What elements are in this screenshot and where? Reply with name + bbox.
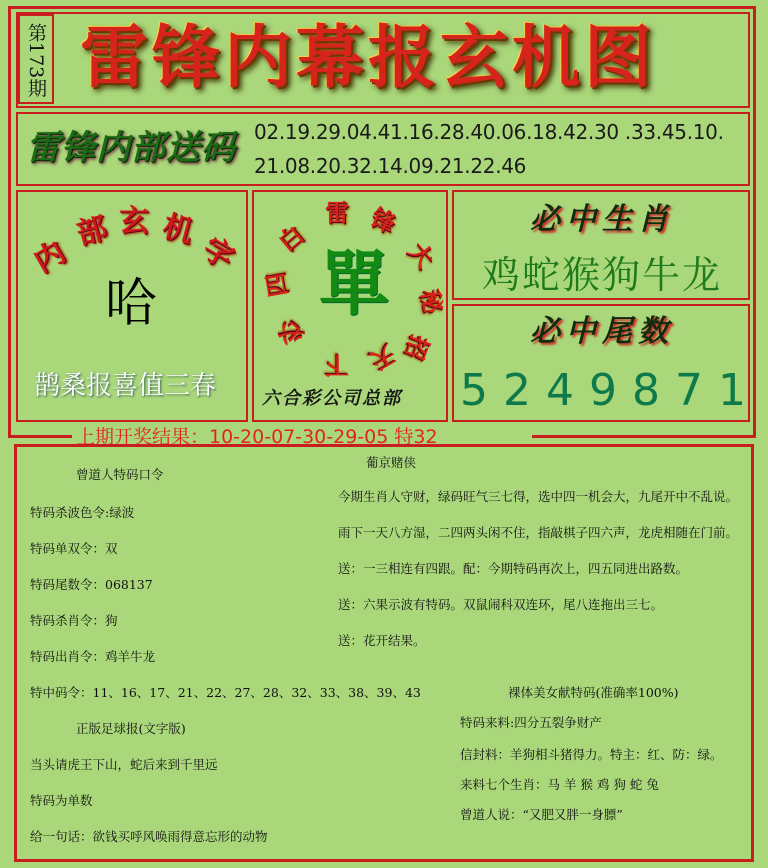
right-line-2: 雨下一天八方湿，二四两头闲不住，指敲棋子四六声，龙虎相随在门前。 [338,525,739,540]
numbers-label: 雷锋内部送码 [26,128,236,168]
tails-title: 必中尾数 [530,314,674,349]
beauty-heading: 裸体美女献特码(准确率100%) [508,685,679,700]
left-line-2: 特码单双令：双 [30,541,118,556]
center-character: 單 [319,242,389,325]
ring-char-10: 四 [260,270,293,300]
beauty-line-1: 特码来料:四分五裂争财产 [460,715,602,730]
ring-char-8: 下 [325,351,349,380]
ring-char-7: 天 [365,338,401,376]
zodiac-title: 必中生肖 [530,202,674,237]
football-line-1: 当头请虎王下山，蛇后来到千里远 [30,757,218,772]
left-line-5: 特码出肖令：鸡羊牛龙 [30,649,156,664]
numbers-line-2: 21.08.20.32.14.09.21.22.46 [254,154,527,178]
left-line-1: 特码杀波色令:绿波 [30,505,135,520]
right-line-1: 今期生肖人守财，绿码旺气三七得，选中四一机会大，九尾开中不乱说。 [338,489,739,504]
ring-char-3: 锋 [366,202,401,239]
inner-clue-character: 哈 [104,274,157,334]
right-line-3: 送：一三相连有四跟。配：今期特码再次上，四五同进出路数。 [338,561,689,576]
ring-char-4: 大 [402,236,441,274]
inner-clue-arc-3: 玄 [119,204,149,239]
left-line-3: 特码尾数令：068137 [30,577,153,592]
right-line-5: 送：花开结果。 [338,633,426,648]
left-line-4: 特码杀肖令：狗 [30,613,118,628]
football-line-2: 特码为单数 [30,793,93,808]
football-heading: 正版足球报(文字版) [76,721,186,736]
last-result: 上期开奖结果：10-20-07-30-29-05 特32 [72,424,532,450]
ring-char-2: 雷 [325,198,349,227]
beauty-line-4: 曾道人说：“又肥又胖一身膘” [460,807,623,822]
inner-clue-phrase: 鹊桑报喜值三春 [34,371,217,401]
left-heading: 曾道人特码口令 [76,467,164,482]
zodiac-values: 鸡蛇猴狗牛龙 [481,253,722,297]
inner-clue-arc-1: 内 [28,234,72,281]
inner-clue-arc-2: 部 [72,210,111,253]
football-line-3: 给一句话：欲钱买呼风唤雨得意忘形的动物 [30,829,268,844]
page-title: 雷锋内幕报玄机图 [80,18,657,98]
ring-char-9: 必 [272,314,310,353]
ring-char-5: 秘 [415,286,448,316]
right-heading: 葡京赌侠 [366,455,417,470]
numbers-line-1: 02.19.29.04.41.16.28.40.06.18.42.30 .33.45.10. [254,120,724,144]
beauty-line-3: 来料七个生肖：马 羊 猴 鸡 狗 蛇 兔 [460,777,659,792]
organization-name: 六合彩公司总部 [262,388,402,409]
inner-clue-arc-5: 字 [196,230,240,277]
right-line-4: 送：六果示波有特码。双鼠闹科双连环，尾八连拖出三七。 [338,597,664,612]
tails-values: 5249871 [460,365,761,416]
ring-char-1: 白 [272,219,310,258]
left-line-6: 特中码令：11、16、17、21、22、27、28、32、33、38、39、43 [30,685,421,700]
issue-number: 第173期 [18,14,54,104]
inner-clue-arc-4: 机 [159,208,198,251]
ring-char-6: 招 [399,330,436,364]
beauty-line-2: 信封料：羊狗相斗猪得力。特主：红、防：绿。 [460,747,723,762]
